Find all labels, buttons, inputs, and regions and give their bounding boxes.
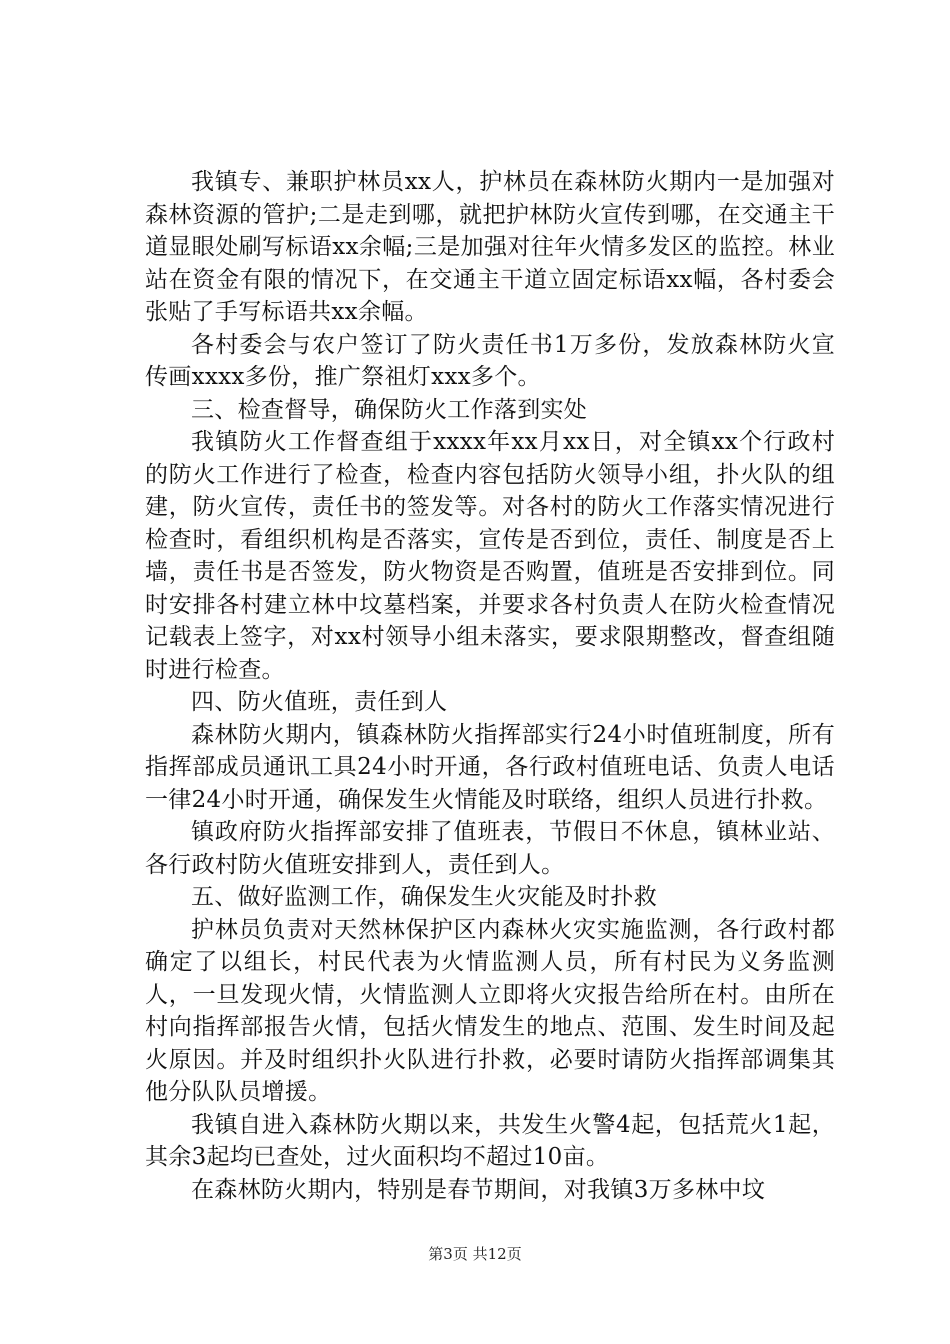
paragraph-monitoring: 护林员负责对天然林保护区内森林火灾实施监测，各行政村都确定了以组长，村民代表为火情监测人员，所有村民为义务监测人，一旦发现火情，火情监测人立即将火灾报告给所在村。由所在村向指挥部报告火情，包括火情发生的地点、范围、发生时间及起火原因。并及时组织扑火队进行扑救，必要时请防火指挥部调集其他分队队员增援。 xyxy=(145,916,835,1105)
paragraph-spring-festival: 在森林防火期内，特别是春节期间，对我镇3万多林中坟 xyxy=(191,1176,766,1203)
section-heading-duty: 四、防火值班，责任到人 xyxy=(191,689,448,715)
paragraph-duty-schedule: 镇政府防火指挥部安排了值班表，节假日不休息，镇林业站、各行政村防火值班安排到人，责任到人。 xyxy=(145,819,835,878)
paragraph-duty-system: 森林防火期内，镇森林防火指挥部实行24小时值班制度，所有指挥部成员通讯工具24小时开通，各行政村值班电话、负责人电话一律24小时开通，确保发生火情能及时联络，组织人员进行扑救。 xyxy=(145,721,835,813)
body-text xyxy=(145,166,835,1206)
paragraph-inspection: 我镇防火工作督查组于xxxx年xx月xx日，对全镇xx个行政村的防火工作进行了检查，检查内容包括防火领导小组，扑火队的组建，防火宣传，责任书的签发等。对各村的防火工作落实情况进行检查时，看组织机构是否落实，宣传是否到位，责任、制度是否上墙，责任书是否签发，防火物资是否购置，值班是否安排到位。同时安排各村建立林中坟墓档案，并要求各村负责人在防火检查情况记载表上签字，对xx村领导小组未落实，要求限期整改，督查组随时进行检查。 xyxy=(145,429,835,683)
section-heading-inspection: 三、检查督导，确保防火工作落到实处 xyxy=(191,396,588,423)
page-footer: 第3页 共12页 xyxy=(428,1245,522,1263)
section-heading-monitoring: 五、做好监测工作，确保发生火灾能及时扑救 xyxy=(191,884,657,910)
paragraph-responsibility-letters: 各村委会与农户签订了防火责任书1万多份，发放森林防火宣传画xxxx多份，推广祭祖灯xxx多个。 xyxy=(145,331,835,390)
paragraph-fire-alarms: 我镇自进入森林防火期以来，共发生火警4起，包括荒火1起，其余3起均已查处，过火面积均不超过10亩。 xyxy=(145,1111,835,1170)
paragraph-ranger-duties: 我镇专、兼职护林员xx人，护林员在森林防火期内一是加强对森林资源的管护;二是走到哪，就把护林防火宣传到哪，在交通主干道显眼处刷写标语xx余幅;三是加强对往年火情多发区的监控。林业站在资金有限的情况下，在交通主干道立固定标语xx幅，各村委会张贴了手写标语共xx余幅。 xyxy=(145,169,835,325)
